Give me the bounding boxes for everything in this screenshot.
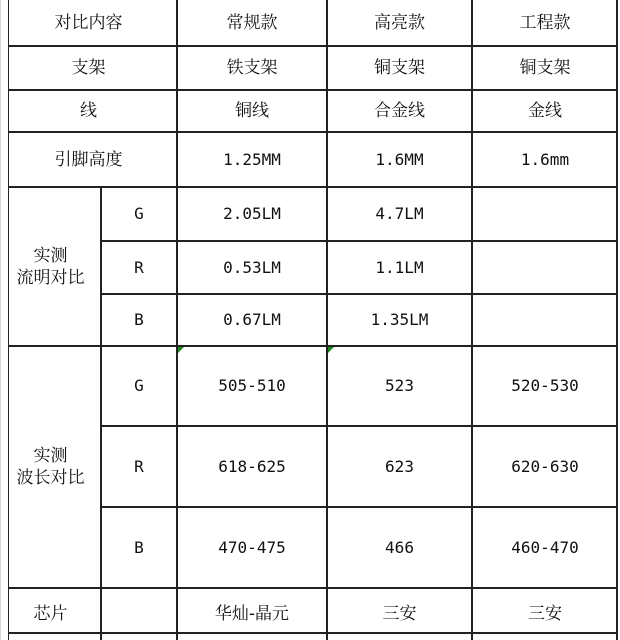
channel-cell-b[interactable] <box>101 507 177 588</box>
table-cell[interactable] <box>327 132 472 187</box>
table-cell[interactable] <box>327 294 472 346</box>
channel-label: B <box>134 537 144 557</box>
channel-cell-b[interactable] <box>101 294 177 346</box>
row-label-bracket[interactable] <box>0 46 177 90</box>
table-border <box>101 240 618 242</box>
row-label-pin-height[interactable] <box>0 132 177 187</box>
table-cell[interactable] <box>472 241 618 294</box>
table-border <box>8 345 618 347</box>
table-border <box>101 506 618 508</box>
table-border <box>471 0 473 640</box>
row-label: 线 <box>80 101 97 121</box>
cell-value: 470-475 <box>218 537 286 557</box>
header-label: 工程款 <box>519 13 571 33</box>
cell-value: 铁支架 <box>226 58 278 78</box>
table-cell[interactable] <box>472 132 618 187</box>
table-border <box>8 131 618 133</box>
group-label-measured-flux[interactable] <box>0 187 101 346</box>
table-border <box>176 0 178 640</box>
cell-value: 1.6mm <box>520 149 570 169</box>
cell-value: 2.05LM <box>223 204 281 223</box>
table-cell[interactable] <box>327 90 472 132</box>
table-border <box>101 293 618 295</box>
header-cell-high-brightness[interactable] <box>327 0 472 46</box>
cell-value: 金线 <box>528 101 562 121</box>
table-border <box>616 0 618 640</box>
table-cell[interactable] <box>177 187 327 241</box>
table-cell[interactable] <box>177 241 327 294</box>
table-border <box>8 632 618 634</box>
cell-value: 0.53LM <box>223 257 281 277</box>
cell-value: 620-630 <box>511 456 579 476</box>
cell-value: 1.1LM <box>375 257 424 277</box>
table-cell[interactable] <box>472 294 618 346</box>
table-border <box>326 0 328 640</box>
table-cell[interactable] <box>472 426 618 507</box>
cell-marker-icon <box>178 347 184 353</box>
row-label-wire[interactable] <box>0 90 177 132</box>
cell-value: 铜支架 <box>519 58 571 78</box>
table-border <box>100 187 102 640</box>
channel-cell-g[interactable] <box>101 346 177 426</box>
cell-value: 1.25MM <box>223 149 281 169</box>
cell-value: 618-625 <box>218 456 286 476</box>
channel-label: G <box>134 204 144 223</box>
header-label: 高亮款 <box>374 13 425 33</box>
channel-cell-r[interactable] <box>101 241 177 294</box>
table-border <box>8 186 618 188</box>
table-cell[interactable] <box>177 90 327 132</box>
channel-label: R <box>134 456 144 476</box>
table-border <box>8 45 618 47</box>
table-cell[interactable] <box>327 187 472 241</box>
table-cell[interactable] <box>177 346 327 426</box>
cell-value: 505-510 <box>218 376 286 395</box>
table-cell[interactable] <box>327 426 472 507</box>
cell-value: 1.6MM <box>375 149 424 169</box>
channel-cell-r[interactable] <box>101 426 177 507</box>
cell-value: 1.35LM <box>370 310 429 329</box>
cell-value: 华灿-晶元 <box>214 604 290 624</box>
table-cell[interactable] <box>472 507 618 588</box>
cell-value: 三安 <box>382 604 417 624</box>
group-label: 实测 流明对比 <box>16 245 85 288</box>
channel-label: B <box>134 310 144 329</box>
header-label: 对比内容 <box>54 13 123 33</box>
table-cell[interactable] <box>327 346 472 426</box>
table-cell[interactable] <box>177 132 327 187</box>
table-cell[interactable] <box>327 241 472 294</box>
table-cell[interactable] <box>472 90 618 132</box>
cell-value: 0.67LM <box>223 310 281 329</box>
table-cell[interactable] <box>327 507 472 588</box>
table-border <box>8 587 618 589</box>
row-label: 引脚高度 <box>54 149 123 170</box>
table-cell[interactable] <box>177 46 327 90</box>
cell-value: 合金线 <box>374 101 425 121</box>
cell-value: 466 <box>385 537 414 557</box>
header-label: 常规款 <box>226 13 278 33</box>
header-cell-regular[interactable] <box>177 0 327 46</box>
table-border <box>8 89 618 91</box>
cell-value: 铜支架 <box>374 58 425 78</box>
table-cell[interactable] <box>177 426 327 507</box>
table-border <box>101 425 618 427</box>
cell-value: 520-530 <box>511 376 579 395</box>
channel-cell-g[interactable] <box>101 187 177 241</box>
table-cell[interactable] <box>472 346 618 426</box>
cell-value: 460-470 <box>511 537 579 557</box>
row-label: 支架 <box>71 58 106 78</box>
channel-label: R <box>134 257 144 277</box>
row-label: 芯片 <box>33 604 68 624</box>
cell-value: 623 <box>385 456 414 476</box>
table-cell[interactable] <box>472 187 618 241</box>
cell-value: 523 <box>385 376 414 395</box>
cell-value: 铜线 <box>235 101 269 121</box>
group-label: 实测 波长对比 <box>16 446 85 488</box>
table-cell[interactable] <box>177 294 327 346</box>
table-border <box>8 0 9 640</box>
cell-value: 4.7LM <box>375 204 424 223</box>
group-label-measured-wavelength[interactable] <box>0 346 101 588</box>
header-cell-content[interactable] <box>0 0 177 46</box>
cell-value: 三安 <box>528 604 562 624</box>
table-cell[interactable] <box>177 507 327 588</box>
channel-label: G <box>134 376 144 395</box>
header-cell-engineering[interactable] <box>472 0 618 46</box>
table-cell[interactable] <box>472 46 618 90</box>
cell-marker-icon <box>328 347 334 353</box>
table-cell[interactable] <box>327 46 472 90</box>
